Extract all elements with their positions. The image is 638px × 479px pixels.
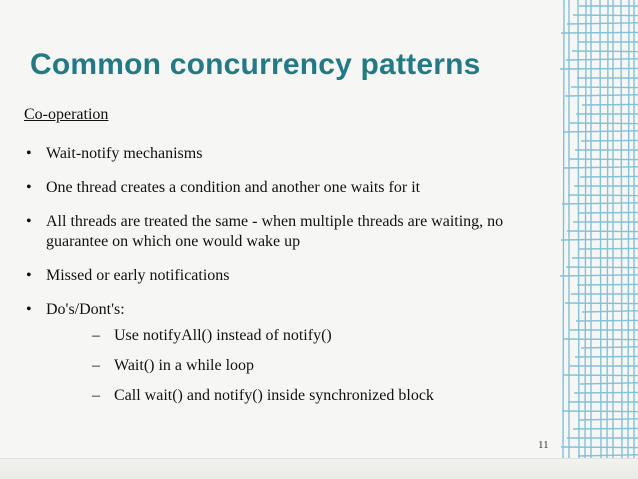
pattern-line: [571, 87, 638, 88]
pattern-line: [579, 212, 638, 213]
bullet-item: [24, 178, 554, 198]
pattern-line: [560, 68, 638, 69]
pattern-line: [561, 447, 638, 448]
bullet-text: One thread creates a condition and another one waits for it: [46, 179, 421, 196]
sub-bullet-marker: –: [92, 327, 100, 344]
pattern-line: [562, 411, 638, 412]
pattern-line: [567, 231, 638, 232]
bullet-marker: •: [26, 145, 32, 162]
footer-band: [0, 458, 638, 479]
pattern-line: [573, 15, 638, 16]
pattern-line: [578, 248, 638, 249]
sub-bullet-marker: –: [92, 387, 100, 404]
sub-bullet-text: Wait() in a while loop: [114, 357, 255, 374]
pattern-line: [570, 123, 638, 124]
bullet-text: Wait-notify mechanisms: [46, 145, 203, 162]
pattern-line: [563, 167, 638, 168]
pattern-line: [581, 140, 638, 141]
pattern-line: [562, 203, 638, 204]
pattern-line: [578, 455, 638, 456]
pattern-line: [565, 303, 638, 304]
pattern-line: [575, 356, 638, 357]
pattern-line: [566, 267, 638, 268]
pattern-line: [577, 284, 638, 285]
slide-title: Common concurrency patterns: [30, 48, 481, 81]
sub-bullet-item: [92, 326, 554, 346]
section-heading: Co-operation: [24, 106, 109, 123]
bullet-marker: •: [26, 267, 32, 284]
pattern-line: [564, 131, 638, 132]
pattern-line: [582, 104, 638, 105]
sub-bullet-marker: –: [92, 357, 100, 374]
bullet-item: [24, 266, 554, 286]
bullet-item: [24, 212, 554, 252]
pattern-line: [576, 320, 638, 321]
bullet-text: Do's/Dont's:: [46, 301, 125, 318]
bullet-marker: •: [26, 213, 32, 230]
pattern-line: [574, 392, 638, 393]
sub-bullet-text: Call wait() and notify() inside synchronized block: [114, 387, 434, 404]
pattern-line: [560, 275, 638, 276]
pattern-line: [564, 339, 638, 340]
sub-bullet-list: [46, 326, 554, 406]
page-number: 11: [538, 439, 549, 451]
pattern-line: [569, 159, 638, 160]
bullet-text: All threads are treated the same - when multiple threads are waiting, no guarantee on which one would wake up: [46, 213, 504, 250]
sub-bullet-text: Use notifyAll() instead of notify(): [114, 327, 332, 344]
pattern-line: [572, 51, 638, 52]
pattern-line: [579, 419, 638, 420]
pattern-line: [580, 383, 638, 384]
sub-bullet-item: [92, 386, 554, 406]
pattern-line: [580, 176, 638, 177]
pattern-line: [581, 347, 638, 348]
bullet-marker: •: [26, 179, 32, 196]
pattern-line: [573, 428, 638, 429]
bullet-item: [24, 300, 554, 406]
pattern-line: [561, 32, 638, 33]
sub-bullet-item: [92, 356, 554, 376]
decorative-grid-pattern: [560, 0, 638, 460]
bullet-list: [24, 144, 554, 420]
bullet-marker: •: [26, 301, 32, 318]
pattern-line: [566, 59, 638, 60]
pattern-line: [561, 239, 638, 240]
bullet-item: [24, 144, 554, 164]
bullet-text: Missed or early notifications: [46, 267, 230, 284]
pattern-line: [565, 95, 638, 96]
pattern-line: [563, 375, 638, 376]
pattern-line: [568, 195, 638, 196]
